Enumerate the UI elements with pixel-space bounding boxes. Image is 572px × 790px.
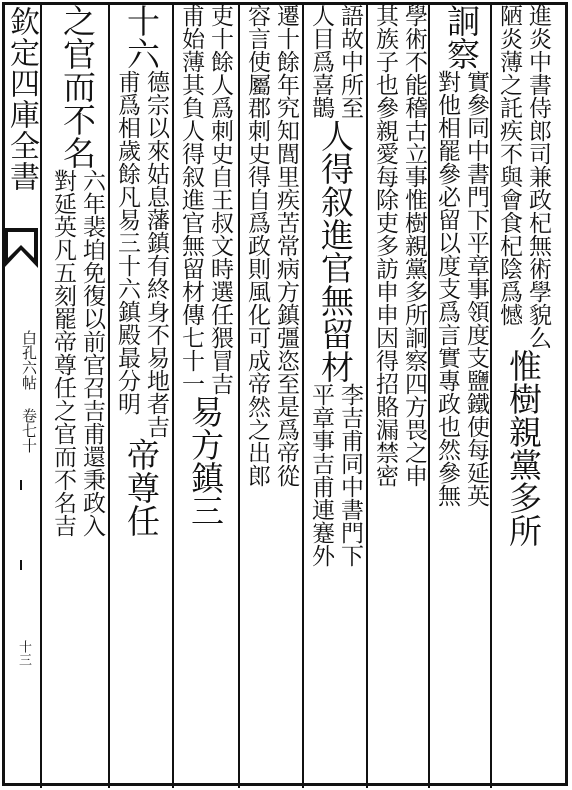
annotation-pair — [306, 383, 364, 567]
annotation-pair — [176, 4, 234, 395]
annotation-line: 甫爲相歲餘凡易三十六鎮殿最分明 — [114, 70, 140, 415]
margin-rule — [40, 2, 42, 788]
annotation-line: 甫始薄其負人得叙進官無留材傳七十一 — [178, 4, 204, 395]
annotation-line: 對他相罷參必留以度支爲言實專政也然參無 — [434, 70, 460, 507]
main-text: 惟樹親黨多所 — [504, 349, 543, 547]
fishtail-ornament — [4, 228, 38, 268]
annotation-line: 其族子也參親愛每除吏多訪申申因得招賂漏禁密 — [372, 4, 398, 487]
annotation-pair — [48, 169, 106, 537]
annotation-line: 對延英凡五刻罷帝尊任之官而不名吉 — [50, 169, 76, 537]
annotation-line: 吏十餘人爲刺史自王叔文時選任猥冒吉 — [207, 4, 233, 395]
text-column — [110, 4, 170, 784]
annotation-line: 德宗以來姑息藩鎮有終身不易地者吉 — [143, 70, 169, 438]
page-number: 十三 — [16, 640, 31, 666]
text-column — [368, 4, 428, 784]
volume-label: 白孔六帖 卷七十 — [20, 330, 38, 453]
annotation-line: 實參同中書門下平章事領度支鹽鐵使每延英 — [463, 70, 489, 507]
margin-tick — [20, 480, 22, 490]
main-text: 人得叙進官無留材 — [316, 119, 355, 383]
text-column — [44, 4, 106, 784]
annotation-line: 容言使屬郡刺史得自爲政則風化可成帝然之出郎 — [244, 4, 270, 487]
annotation-line: 遷十餘年究知閭里疾苦常病方鎮彊恣至是爲帝從 — [273, 4, 299, 487]
annotation-line: 人目爲喜鵲 — [308, 4, 334, 119]
annotation-pair — [432, 70, 490, 507]
annotation-pair — [112, 70, 170, 438]
annotation-pair — [494, 4, 552, 349]
margin-tick — [20, 560, 22, 570]
main-text: 之官而不名 — [58, 4, 97, 169]
annotation-line: 學術不能稽古立事惟樹親黨多所詗察四方畏之申 — [401, 4, 427, 487]
text-column — [430, 4, 490, 784]
annotation-line: 語故中所至 — [337, 4, 363, 119]
text-column — [304, 4, 364, 784]
annotation-line: 六年裴垍免復以前官召吉甫還秉政入 — [79, 169, 105, 537]
annotation-pair — [370, 4, 428, 487]
annotation-line: 陋炎薄之託疾不與會食杞陰爲憾 — [496, 4, 522, 326]
text-column — [492, 4, 552, 784]
book-title: 欽定四庫全書 — [4, 6, 39, 192]
annotation-line: 進炎中書侍郎司兼政杞無術學貌么 — [525, 4, 551, 349]
annotation-pair — [242, 4, 300, 487]
annotation-line: 平章事吉甫連蹇外 — [308, 383, 334, 567]
annotation-pair — [306, 4, 364, 119]
main-text: 十六 — [122, 4, 161, 70]
main-text: 詗察 — [442, 4, 481, 70]
text-column — [240, 4, 300, 784]
annotation-line: 李吉甫同中書門下 — [337, 383, 363, 567]
main-text: 帝尊任 — [122, 438, 161, 537]
main-text: 易方鎮三 — [186, 395, 225, 527]
text-column — [174, 4, 234, 784]
